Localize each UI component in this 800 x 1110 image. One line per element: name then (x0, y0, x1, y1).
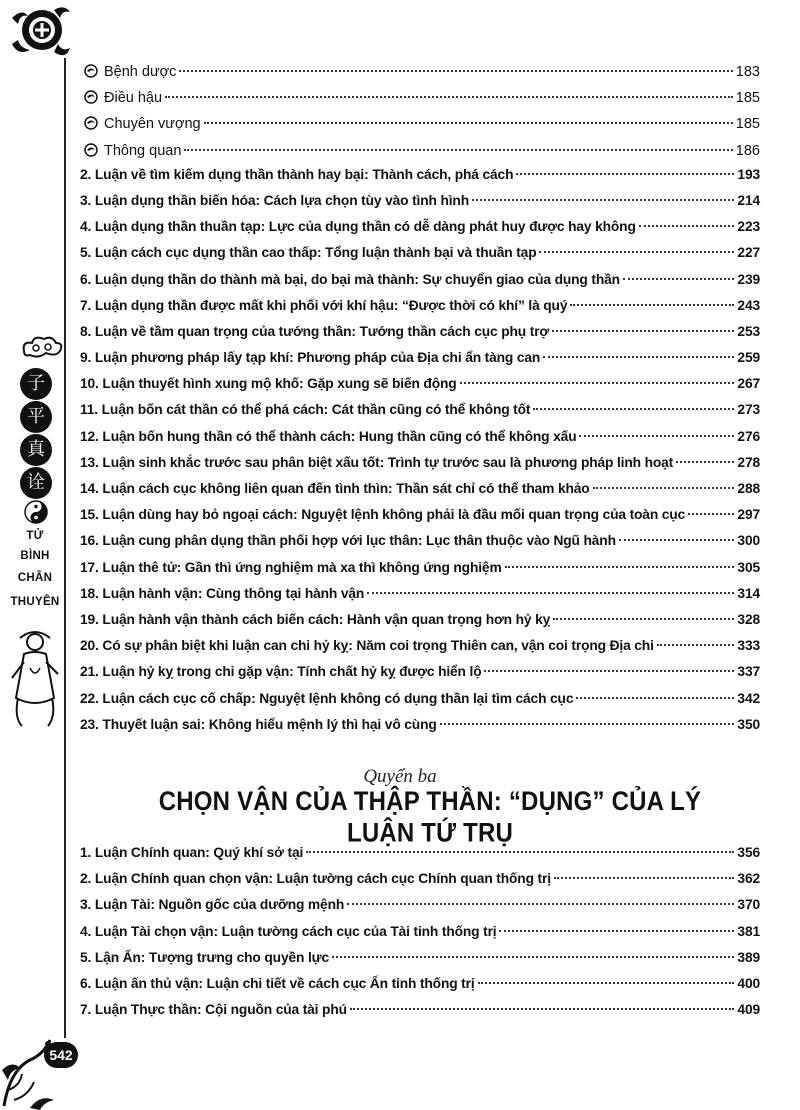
toc-entry (80, 481, 760, 507)
dot-leader (472, 199, 734, 201)
toc-entry-title: Bệnh dược (104, 64, 177, 80)
toc-entry-page: 400 (737, 975, 760, 991)
toc-entry-page: 183 (735, 64, 760, 80)
toc-entry-page: 342 (737, 690, 760, 706)
dot-leader (165, 96, 733, 98)
toc-entry (80, 717, 760, 743)
toc-entry-page: 389 (737, 949, 760, 965)
toc-entry (80, 193, 760, 219)
toc-entry (80, 950, 760, 976)
side-char-2: 平 (20, 401, 52, 433)
dot-leader (516, 173, 734, 175)
toc-entry-title: 1. Luận Chính quan: Quý khí sở tại (80, 845, 304, 860)
dot-leader (367, 592, 734, 594)
toc-entry (80, 897, 760, 923)
dot-leader (484, 670, 734, 672)
toc-entry-title: 2. Luận Chính quan chọn vận: Luận tường cách cục Chính quan thống trị (80, 871, 551, 887)
dot-leader (350, 1008, 735, 1010)
toc-entry-page: 305 (737, 559, 760, 575)
dot-leader (478, 982, 735, 984)
side-title-3: CHÂN (17, 572, 53, 584)
toc-entry-page: 259 (737, 350, 760, 366)
toc-entry-page: 314 (737, 585, 760, 601)
toc-entry-title: Điều hậu (104, 90, 163, 107)
toc-entry (80, 324, 760, 350)
toc-entry-title: 3. Luận Tài: Nguồn gốc của dưỡng mệnh (80, 897, 345, 913)
side-title-1: TỬ (26, 530, 44, 542)
toc-entry-title: 7. Luận Thực thần: Cội nguồn của tài phú (80, 1002, 347, 1018)
toc-entry-title: 4. Luận dụng thần thuần tạp: Lực của dụng thần có dễ dàng phát huy được hay không (80, 219, 636, 235)
dot-leader (688, 513, 734, 515)
toc-entry-page: 356 (737, 845, 760, 860)
toc-entry-page: 333 (737, 638, 760, 654)
toc-entry-page: 278 (737, 454, 760, 470)
dot-leader (179, 70, 732, 72)
toc-entry (80, 88, 760, 114)
dot-leader (639, 225, 735, 227)
toc-entry-title: 15. Luận dùng hay bỏ ngoại cách: Nguyệt lệnh không phải là đầu mối quan trọng của toàn cục (80, 507, 686, 523)
toc-entry-page: 409 (737, 1002, 760, 1018)
dot-leader (204, 122, 733, 124)
toc-entry-title: 4. Luận Tài chọn vận: Luận tường cách cục của Tài tinh thống trị (80, 923, 497, 939)
ornament-emblem-icon (10, 4, 72, 60)
toc-entry-title: 7. Luận dụng thần được mất khi phối với khí hậu: “Được thời có khí” là quý (80, 297, 568, 313)
dot-leader (552, 330, 734, 332)
toc-entry-page: 276 (737, 428, 760, 444)
side-title-2: BÌNH (20, 550, 50, 562)
toc-entry (80, 586, 760, 612)
toc-entry-page: 273 (737, 402, 760, 418)
toc-entry-title: 18. Luận hành vận: Cùng thông tại hành vận (80, 585, 365, 601)
toc-entry-title: 2. Luận về tìm kiếm dụng thần thành hay bại: Thành cách, phá cách (80, 166, 514, 182)
dot-leader (576, 697, 734, 699)
dot-leader (505, 566, 735, 568)
toc-entry (80, 638, 760, 664)
toc-entry-title: 14. Luận cách cục không liên quan đến tình thìn: Thần sát chỉ có thể tham khảo (80, 481, 590, 496)
toc-entry (80, 429, 760, 455)
toc-entry-title: 6. Luận dụng thần do thành mà bại, do bại mà thành: Sự chuyển giao của dụng thần (80, 271, 620, 287)
sage-figure-icon (10, 628, 60, 728)
toc-entry (80, 350, 760, 376)
toc-entry (80, 245, 760, 271)
dot-leader (676, 461, 734, 463)
toc-entry-page: 370 (737, 897, 760, 913)
toc-entry (80, 376, 760, 402)
toc-entry-page: 297 (737, 507, 760, 523)
toc-list-book3 (80, 845, 760, 1028)
toc-entry-title: 17. Luận thê tử: Gần thì ứng nghiệm mà xa thì không ứng nghiệm (80, 559, 502, 575)
toc-entry (80, 272, 760, 298)
toc-entry-title: 13. Luận sinh khắc trước sau phân biệt xấu tốt: Trình tự trước sau là phương pháp linh hoạt (80, 454, 674, 470)
toc-entry (80, 1002, 760, 1028)
side-char-1: 子 (20, 368, 52, 400)
dot-leader (554, 877, 735, 879)
dot-leader (306, 851, 734, 853)
margin-rule (64, 58, 66, 1038)
toc-entry (80, 871, 760, 897)
toc-entry (80, 455, 760, 481)
toc-entry (80, 664, 760, 690)
toc-entry-title: 20. Có sự phân biệt khi luận can chi hỷ kỵ: Năm coi trọng Thiên can, vận coi trọng Địa chi (80, 638, 654, 654)
toc-entry-page: 381 (737, 923, 760, 939)
swirl-bullet-icon (84, 90, 98, 104)
toc-entry-title: 22. Luận cách cục cố chấp: Nguyệt lệnh không có dụng thần lại tìm cách cục (80, 690, 574, 706)
dot-leader (657, 644, 735, 646)
toc-entry-title: 5. Lận Ấn: Tượng trưng cho quyền lực (80, 949, 330, 965)
toc-entry-title: 6. Luận ấn thủ vận: Luận chi tiết về cách cục Ấn tinh thống trị (80, 975, 475, 991)
dot-leader (539, 251, 734, 253)
toc-entry-title: 12. Luận bốn hung thần có thể thành cách: Hung thần cũng có thể không xấu (80, 428, 577, 444)
toc-entry-title: Thông quan (104, 142, 182, 159)
toc-entry-page: 239 (737, 271, 760, 287)
section-heading: CHỌN VẬN CỦA THẬP THẦN: “DỤNG” CỦA LÝ LUẬN TỨ TRỤ (158, 786, 702, 849)
dot-leader (543, 356, 734, 358)
toc-entry-page: 267 (737, 376, 760, 392)
toc-entry-title: 10. Luận thuyết hình xung mộ khố: Gặp xung sẽ biến động (80, 376, 457, 392)
toc-entry-page: 186 (735, 142, 760, 159)
dot-leader (499, 930, 734, 932)
side-char-4: 诠 (20, 467, 52, 499)
toc-entry-page: 243 (737, 297, 760, 313)
toc-entry-title: 23. Thuyết luận sai: Không hiểu mệnh lý thì hại vô cùng (80, 716, 437, 732)
toc-entry-page: 185 (735, 90, 760, 107)
decorative-margin (0, 0, 75, 1110)
toc-entry-title: 16. Luận cung phân dụng thần phối hợp với lục thân: Lục thân thuộc vào Ngũ hành (80, 533, 616, 549)
toc-entry-page: 337 (737, 664, 760, 680)
toc-entry (80, 845, 760, 871)
toc-entry (80, 507, 760, 533)
toc-entry (80, 560, 760, 586)
dot-leader (593, 487, 735, 489)
toc-entry (80, 298, 760, 324)
toc-entry (80, 62, 760, 88)
cloud-ornament-icon (20, 335, 64, 359)
toc-entry (80, 402, 760, 428)
toc-entry-page: 300 (737, 533, 760, 549)
toc-entry-title: 19. Luận hành vận thành cách biến cách: Hành vận quan trọng hơn hỷ kỵ (80, 611, 551, 627)
toc-entry (80, 612, 760, 638)
toc-entry-page: 253 (737, 323, 760, 339)
toc-entry-page: 328 (737, 611, 760, 627)
toc-entry (80, 219, 760, 245)
dot-leader (533, 408, 734, 410)
book-label: Quyển ba (363, 766, 437, 787)
dot-leader (579, 435, 734, 437)
toc-entry-title: 11. Luận bốn cát thần có thể phá cách: Cát thần cũng có thể không tốt (80, 402, 531, 418)
toc-list (80, 62, 760, 743)
dot-leader (184, 149, 732, 151)
toc-entry-page: 227 (737, 245, 760, 261)
toc-entry-title: 5. Luận cách cục dụng thần cao thấp: Tổng luận thành bại và thuần tạp (80, 245, 537, 261)
yin-yang-icon (24, 500, 48, 524)
dot-leader (619, 539, 735, 541)
swirl-bullet-icon (84, 143, 98, 157)
toc-entry (80, 976, 760, 1002)
dot-leader (623, 278, 735, 280)
toc-entry (80, 114, 760, 140)
dot-leader (347, 903, 734, 905)
toc-entry (80, 691, 760, 717)
toc-entry (80, 167, 760, 193)
toc-entry-title: 9. Luận phương pháp lấy tạp khí: Phương pháp của Địa chi ẩn tàng can (80, 350, 541, 366)
toc-entry-title: 21. Luận hỷ kỵ trong chi gặp vận: Tính chất hỷ kỵ được hiển lộ (80, 664, 482, 680)
dot-leader (570, 304, 734, 306)
swirl-bullet-icon (84, 116, 98, 130)
side-char-3: 真 (20, 434, 52, 466)
toc-entry-page: 185 (735, 116, 760, 133)
swirl-bullet-icon (84, 64, 98, 78)
toc-entry (80, 533, 760, 559)
toc-entry-page: 350 (737, 716, 760, 732)
toc-entry-title: 3. Luận dụng thần biến hóa: Cách lựa chọn tùy vào tình hình (80, 192, 469, 208)
dot-leader (553, 618, 734, 620)
dot-leader (460, 382, 735, 384)
toc-entry (80, 141, 760, 167)
toc-entry-page: 214 (737, 192, 760, 208)
toc-entry-page: 288 (737, 481, 760, 496)
toc-entry-title: Chuyên vượng (104, 116, 201, 133)
toc-entry (80, 924, 760, 950)
dot-leader (332, 956, 734, 958)
dot-leader (440, 723, 735, 725)
toc-entry-page: 362 (737, 871, 760, 887)
side-title-4: THUYÊN (10, 596, 60, 608)
toc-entry-page: 193 (737, 166, 760, 182)
toc-entry-title: 8. Luận về tầm quan trọng của tướng thần: Tướng thần cách cục phụ trợ (80, 323, 550, 339)
page-number: 542 (44, 1042, 78, 1068)
toc-entry-page: 223 (737, 219, 760, 235)
